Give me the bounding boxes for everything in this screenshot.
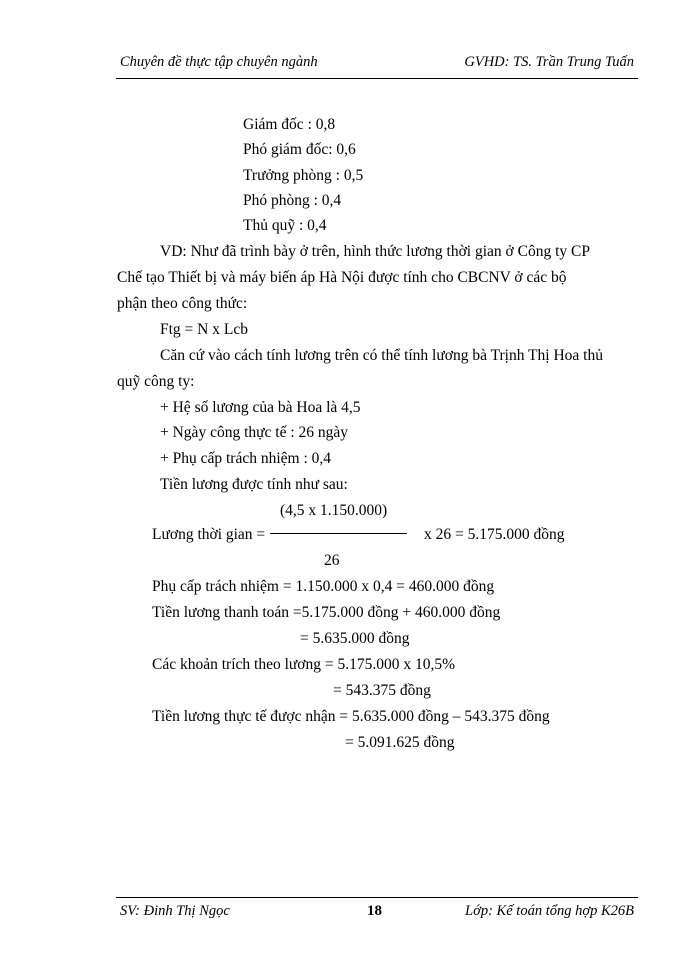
fraction-bar xyxy=(270,533,407,534)
coefficient-deputy-head: Phó phòng : 0,4 xyxy=(243,192,342,209)
example-paragraph-line-1: VD: Như đã trình bày ở trên, hình thức lương thời gian ở Công ty CP xyxy=(160,243,590,260)
deductions-line-1: Các khoản trích theo lương = 5.175.000 x 10,5% xyxy=(152,656,455,673)
time-salary-result: x 26 = 5.175.000 đồng xyxy=(424,526,565,543)
time-salary-label: Lương thời gian = xyxy=(152,526,266,543)
net-salary-line-1: Tiền lương thực tế được nhận = 5.635.000 đồng – 543.375 đồng xyxy=(152,708,550,725)
coefficient-director: Giám đốc : 0,8 xyxy=(243,116,336,133)
payment-salary-line-1: Tiền lương thanh toán =5.175.000 đồng + 460.000 đồng xyxy=(152,604,501,621)
header-rule xyxy=(116,78,638,79)
header-right-supervisor: GVHD: TS. Trần Trung Tuấn xyxy=(464,54,634,70)
net-salary-line-2: = 5.091.625 đồng xyxy=(345,734,455,751)
example-paragraph-line-3: phận theo công thức: xyxy=(117,295,248,312)
coefficient-deputy-director: Phó giám đốc: 0,6 xyxy=(243,141,356,158)
bullet-working-days: + Ngày công thực tế : 26 ngày xyxy=(160,424,349,441)
salary-intro: Tiền lương được tính như sau: xyxy=(160,476,348,493)
fraction-denominator: 26 xyxy=(324,552,340,569)
fraction-numerator: (4,5 x 1.150.000) xyxy=(280,502,388,519)
coefficient-treasurer: Thủ quỹ : 0,4 xyxy=(243,217,327,234)
example-paragraph-line-2: Chế tạo Thiết bị và máy biến áp Hà Nội được tính cho CBCNV ở các bộ xyxy=(117,269,567,286)
allowance-calculation: Phụ cấp trách nhiệm = 1.150.000 x 0,4 = 460.000 đồng xyxy=(152,578,495,595)
time-salary-formula: Ftg = N x Lcb xyxy=(160,321,248,338)
bullet-salary-coefficient: + Hệ số lương của bà Hoa là 4,5 xyxy=(160,399,361,416)
page-number: 18 xyxy=(367,903,382,919)
bullet-responsibility-allowance: + Phụ cấp trách nhiệm : 0,4 xyxy=(160,450,332,467)
payment-salary-line-2: = 5.635.000 đồng xyxy=(300,630,410,647)
coefficient-department-head: Trưởng phòng : 0,5 xyxy=(243,167,364,184)
footer-rule xyxy=(116,897,638,898)
basis-paragraph-line-1: Căn cứ vào cách tính lương trên có thể tính lương bà Trịnh Thị Hoa thủ xyxy=(160,347,603,364)
footer-class: Lớp: Kế toán tổng hợp K26B xyxy=(465,903,634,919)
header-left-title: Chuyên đề thực tập chuyên ngành xyxy=(120,54,318,70)
footer-student-name: SV: Đinh Thị Ngọc xyxy=(120,903,230,919)
deductions-line-2: = 543.375 đồng xyxy=(333,682,431,699)
basis-paragraph-line-2: quỹ công ty: xyxy=(117,373,195,390)
